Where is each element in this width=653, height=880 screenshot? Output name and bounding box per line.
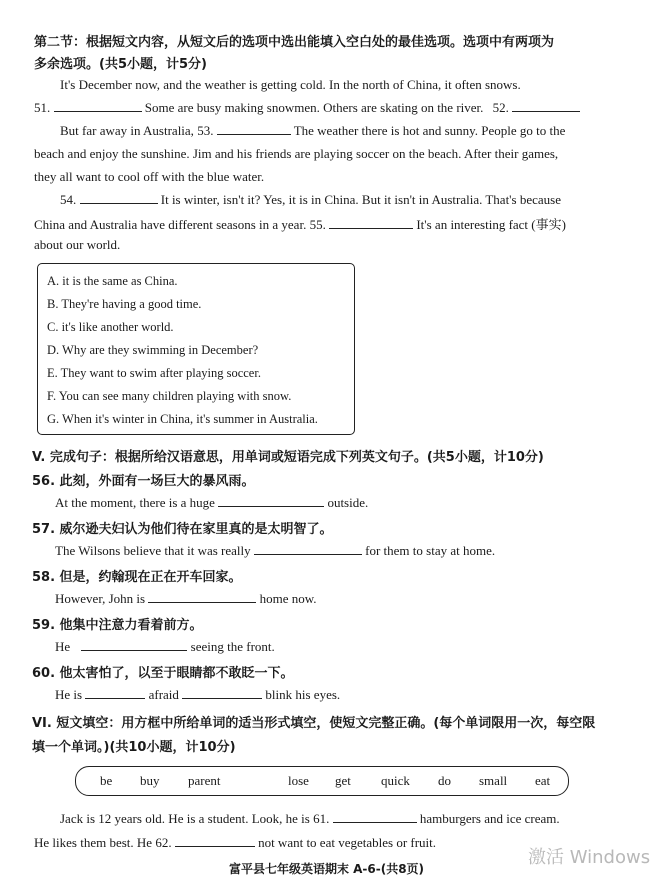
footer-text: 富平县七年级英语期末 A-6-(共8页) <box>228 862 425 876</box>
section2-intro-line1: 第二节：根据短文内容，从短文后的选项中选出能填入空白处的最佳选项。选项中有两项为 <box>34 35 555 50</box>
word-bank-item: quick <box>381 773 410 788</box>
passage-text: He likes them best. He <box>34 835 153 850</box>
passage-line: beach and enjoy the sunshine. Jim and his friends are playing soccer on the beach. After their games, <box>34 146 559 161</box>
passage-line <box>60 192 561 208</box>
sentence-text: seeing the front. <box>190 639 275 654</box>
answer-blank-59[interactable] <box>81 649 187 651</box>
passage-text: It is winter, isn't it? Yes, it is in China. But it isn't in Australia. That's because <box>160 192 561 207</box>
answer-blank-61[interactable] <box>333 821 417 823</box>
sentence-text: He <box>55 639 71 654</box>
question-57-chinese: 57. 威尔逊夫妇认为他们待在家里真的是太明智了。 <box>32 522 333 537</box>
option-d: D. Why are they swimming in December? <box>47 343 259 357</box>
question-58-chinese: 58. 但是，约翰现在正在开车回家。 <box>32 570 242 585</box>
question-number-53: 53. <box>197 123 214 138</box>
sentence-text: At the moment, there is a huge <box>55 495 215 510</box>
passage-text: But far away in Australia, <box>60 123 194 138</box>
passage-text: The weather there is hot and sunny. People go to the <box>293 123 566 138</box>
question-number-55: 55. <box>309 217 326 232</box>
question-59-chinese: 59. 他集中注意力看着前方。 <box>32 618 203 633</box>
option-e: E. They want to swim after playing soccer. <box>47 366 261 380</box>
word-bank-item: lose <box>288 773 309 788</box>
passage-line <box>60 123 565 139</box>
answer-blank-51[interactable] <box>54 110 142 112</box>
sentence-text: blink his eyes. <box>265 687 341 702</box>
question-56-sentence <box>55 495 368 511</box>
passage-text: China and Australia have different seasons in a year. <box>34 217 307 232</box>
option-b: B. They're having a good time. <box>47 297 202 311</box>
word-bank-item: small <box>479 773 508 788</box>
answer-blank-60a[interactable] <box>85 697 145 699</box>
sentence-text: for them to stay at home. <box>365 543 496 558</box>
passage-line: It's December now, and the weather is getting cold. In the north of China, it often snows. <box>60 77 521 92</box>
answer-blank-55[interactable] <box>329 227 413 229</box>
answer-blank-52[interactable] <box>512 110 580 112</box>
section5-heading: V. 完成句子：根据所给汉语意思，用单词或短语完成下列英文句子。(共5小题，计10分) <box>32 450 544 465</box>
answer-blank-56[interactable] <box>218 505 324 507</box>
option-a: A. it is the same as China. <box>47 274 178 288</box>
word-bank-box <box>75 766 569 796</box>
option-g: G. When it's winter in China, it's summer in Australia. <box>47 412 318 426</box>
passage-line <box>34 835 436 851</box>
passage-line <box>34 214 566 233</box>
answer-blank-53[interactable] <box>217 133 291 135</box>
sentence-text: He is <box>55 687 83 702</box>
sentence-text: The Wilsons believe that it was really <box>55 543 251 558</box>
option-f: F. You can see many children playing with snow. <box>47 389 292 403</box>
question-58-sentence <box>55 591 317 607</box>
passage-line <box>60 811 560 827</box>
answer-blank-58[interactable] <box>148 601 256 603</box>
sentence-text: afraid <box>148 687 179 702</box>
passage-text: not want to eat vegetables or fruit. <box>258 835 437 850</box>
sentence-text: However, John is <box>55 591 146 606</box>
word-bank-item: buy <box>140 773 160 788</box>
word-bank-item: get <box>335 773 351 788</box>
answer-blank-62[interactable] <box>175 845 255 847</box>
question-60-sentence <box>55 687 340 703</box>
answer-blank-54[interactable] <box>80 202 158 204</box>
section6-heading-line2: 填一个单词。)(共10小题，计10分) <box>32 740 236 755</box>
question-57-sentence <box>55 543 495 559</box>
section6-heading-line1: VI. 短文填空：用方框中所给单词的适当形式填空，使短文完整正确。(每个单词限用一次，每空限 <box>32 716 596 731</box>
word-bank-item: eat <box>535 773 551 788</box>
passage-line: about our world. <box>34 237 121 252</box>
word-bank-item: be <box>100 773 113 788</box>
question-59-sentence <box>55 639 275 655</box>
windows-activation-watermark: 激活 Windows <box>528 847 651 868</box>
word-bank-item: parent <box>188 773 221 788</box>
question-number-51: 51. <box>34 100 51 115</box>
passage-text: Some are busy making snowmen. Others are skating on the river. <box>144 100 484 115</box>
section2-intro-line2: 多余选项。(共5小题，计5分) <box>34 57 207 72</box>
question-56-chinese: 56. 此刻，外面有一场巨大的暴风雨。 <box>32 474 255 489</box>
question-number-62: 62. <box>155 835 172 850</box>
passage-line: they all want to cool off with the blue water. <box>34 169 265 184</box>
question-number-61: 61. <box>313 811 330 826</box>
question-number-52: 52. <box>492 100 509 115</box>
option-c: C. it's like another world. <box>47 320 174 334</box>
passage-text: It's an interesting fact (事实) <box>416 217 566 232</box>
options-box <box>37 263 355 435</box>
passage-text: Jack is 12 years old. He is a student. Look, he is <box>60 811 310 826</box>
passage-line <box>34 100 580 116</box>
question-60-chinese: 60. 他太害怕了，以至于眼睛都不敢眨一下。 <box>32 666 294 681</box>
passage-text: hamburgers and ice cream. <box>419 811 560 826</box>
question-number-54: 54. <box>60 192 77 207</box>
answer-blank-60b[interactable] <box>182 697 262 699</box>
answer-blank-57[interactable] <box>254 553 362 555</box>
word-bank-item: do <box>438 773 451 788</box>
sentence-text: home now. <box>259 591 317 606</box>
sentence-text: outside. <box>327 495 369 510</box>
